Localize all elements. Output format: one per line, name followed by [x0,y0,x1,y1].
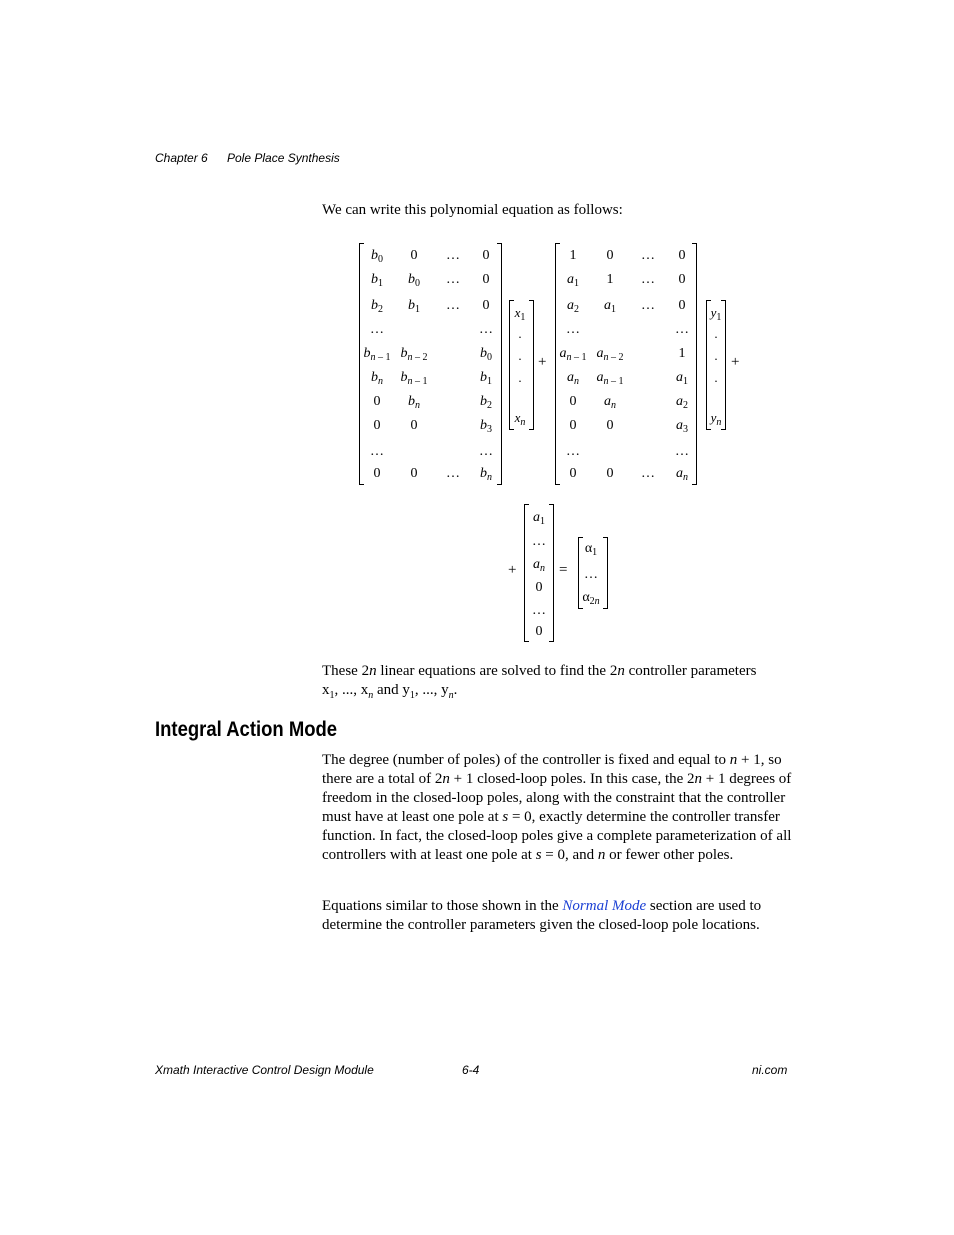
x-vector-entry: . [518,326,522,341]
b-matrix-entry: 0 [482,298,490,313]
b-matrix-entry: 0 [373,418,381,433]
b-matrix-entry: $b_2$ [371,298,383,315]
a-matrix-entry: $a_1$ [604,298,616,315]
a-matrix-entry: $a_1$ [567,272,579,289]
b-matrix-entry: $b_{n - 2}$ [400,346,428,363]
plus-operator: + [731,354,740,370]
a-vector-entry: 0 [535,624,543,639]
a-vector-entry: … [532,534,546,549]
equals-operator: = [559,562,568,578]
footer-manual-title: Xmath Interactive Control Design Module [155,1063,374,1077]
plus-operator: + [538,354,547,370]
a-matrix-entry: 1 [569,248,577,263]
b-matrix-entry: $b_3$ [480,418,492,435]
chapter-label: Chapter 6 [155,151,208,165]
a-matrix-entry: … [675,444,689,459]
a-matrix-entry: 0 [678,272,686,287]
a-matrix-entry: $a_n$ [676,466,688,483]
b-matrix-entry: $b_0$ [408,272,420,289]
b-matrix-right-bracket [497,243,502,485]
a-matrix-entry: $a_2$ [676,394,688,411]
x-vector-right-bracket [529,300,534,430]
a-matrix-right-bracket [692,243,697,485]
a-matrix-entry: … [641,272,655,287]
x-vector-entry: $x_1$ [514,305,526,323]
a-matrix-entry: 0 [569,418,577,433]
b-matrix-entry: … [446,298,460,313]
b-matrix-entry: $b_1$ [480,370,492,387]
y-vector-entry: $y_1$ [710,305,722,323]
b-matrix-entry: $b_{n - 1}$ [400,370,428,387]
x-vector-entry: . [518,348,522,363]
b-matrix-entry: $b_1$ [371,272,383,289]
a-matrix-left-bracket [555,243,560,485]
b-matrix-entry: … [370,444,384,459]
x-vector-entry: . [518,370,522,385]
a-matrix-entry: … [566,444,580,459]
a-matrix-entry: 0 [678,248,686,263]
result-paragraph: These 2n linear equations are solved to find the 2n controller parameters $x_1$, ..., $x_n$ and $y_1$, ..., $y_n$. [322,663,757,701]
a-matrix-entry: $a_1$ [676,370,688,387]
b-matrix-entry: … [446,466,460,481]
y-vector-right-bracket [721,300,726,430]
a-matrix-entry: 1 [606,272,614,287]
chapter-title: Pole Place Synthesis [227,151,340,165]
b-matrix-entry: 0 [482,272,490,287]
footer-page-number: 6-4 [462,1063,480,1077]
b-matrix-entry: 0 [482,248,490,263]
footer-site: ni.com [752,1063,788,1077]
integral-mode-paragraph: The degree (number of poles) of the controller is fixed and equal to n + 1, so there are a total of 2n + 1 closed-loop poles. In this case, the 2n + 1 degrees of freedom in the closed-loop poles, along with the constraint that the controller must have at least one pole at s = 0, exactly determine the controller transfer function. In fact, the closed-loop poles give a complete parameterization of all controllers with at least one pole at s = 0, and n or fewer other poles. [322,752,792,863]
b-matrix-entry: $b_n$ [371,370,383,387]
a-matrix-entry: 0 [678,298,686,313]
b-matrix-entry: $b_1$ [408,298,420,315]
b-matrix-entry: $b_0$ [480,346,492,363]
y-vector-entry: . [714,348,718,363]
a-matrix-entry: 0 [606,248,614,263]
b-matrix-entry: $b_2$ [480,394,492,411]
alpha-vector-entry: $\alpha_{2n}$ [582,590,600,607]
a-vector-left-bracket [524,504,529,642]
a-matrix-entry: … [641,466,655,481]
normal-mode-link[interactable]: Normal Mode [562,898,647,914]
a-matrix-entry: $a_{n - 1}$ [559,346,587,363]
a-matrix-entry: $a_{n - 2}$ [596,346,624,363]
a-matrix-entry: … [566,322,580,337]
a-vector-right-bracket [549,504,554,642]
alpha-vector-right-bracket [603,537,608,609]
x-vector-left-bracket [509,300,514,430]
b-matrix-entry: … [479,444,493,459]
a-matrix-entry: $a_3$ [676,418,688,435]
b-matrix-entry: $b_n$ [480,466,492,483]
a-matrix-entry: … [675,322,689,337]
b-matrix-entry: … [446,248,460,263]
b-matrix-entry: $b_{n - 1}$ [363,346,391,363]
b-matrix-entry: 0 [410,466,418,481]
alpha-vector-entry: … [584,567,598,582]
a-vector-entry: $a_n$ [533,557,545,574]
b-matrix-entry: 0 [410,418,418,433]
b-matrix-entry: … [370,322,384,337]
b-matrix-entry: … [446,272,460,287]
a-matrix-entry: … [641,298,655,313]
a-matrix-entry: $a_{n - 1}$ [596,370,624,387]
b-matrix-entry: $b_n$ [408,394,420,411]
a-matrix-entry: $a_n$ [604,394,616,411]
x-vector-entry: $x_n$ [514,410,526,428]
a-vector-entry: 0 [535,580,543,595]
a-matrix-entry: 1 [678,346,686,361]
b-matrix-entry: $b_0$ [371,248,383,265]
equations-paragraph: Equations similar to those shown in the Normal Mode section are used to determine the controller parameters given the closed-loop pole locations. [322,898,762,933]
b-matrix-entry: 0 [373,394,381,409]
b-matrix-left-bracket [359,243,364,485]
a-matrix-entry: 0 [569,466,577,481]
b-matrix-entry: 0 [410,248,418,263]
a-vector-entry: $a_1$ [533,510,545,527]
y-vector-entry: . [714,370,718,385]
y-vector-entry: . [714,326,718,341]
b-matrix-entry: … [479,322,493,337]
a-matrix-entry: … [641,248,655,263]
a-matrix-entry: $a_2$ [567,298,579,315]
section-heading: Integral Action Mode [155,718,338,741]
a-matrix-entry: 0 [569,394,577,409]
a-matrix-entry: 0 [606,466,614,481]
intro-text: We can write this polynomial equation as follows: [322,202,623,218]
a-matrix-entry: $a_n$ [567,370,579,387]
plus-operator: + [508,562,517,578]
a-matrix-entry: 0 [606,418,614,433]
b-matrix-entry: 0 [373,466,381,481]
y-vector-entry: $y_n$ [710,410,722,428]
alpha-vector-entry: $\alpha_1$ [584,541,598,558]
a-vector-entry: … [532,603,546,618]
